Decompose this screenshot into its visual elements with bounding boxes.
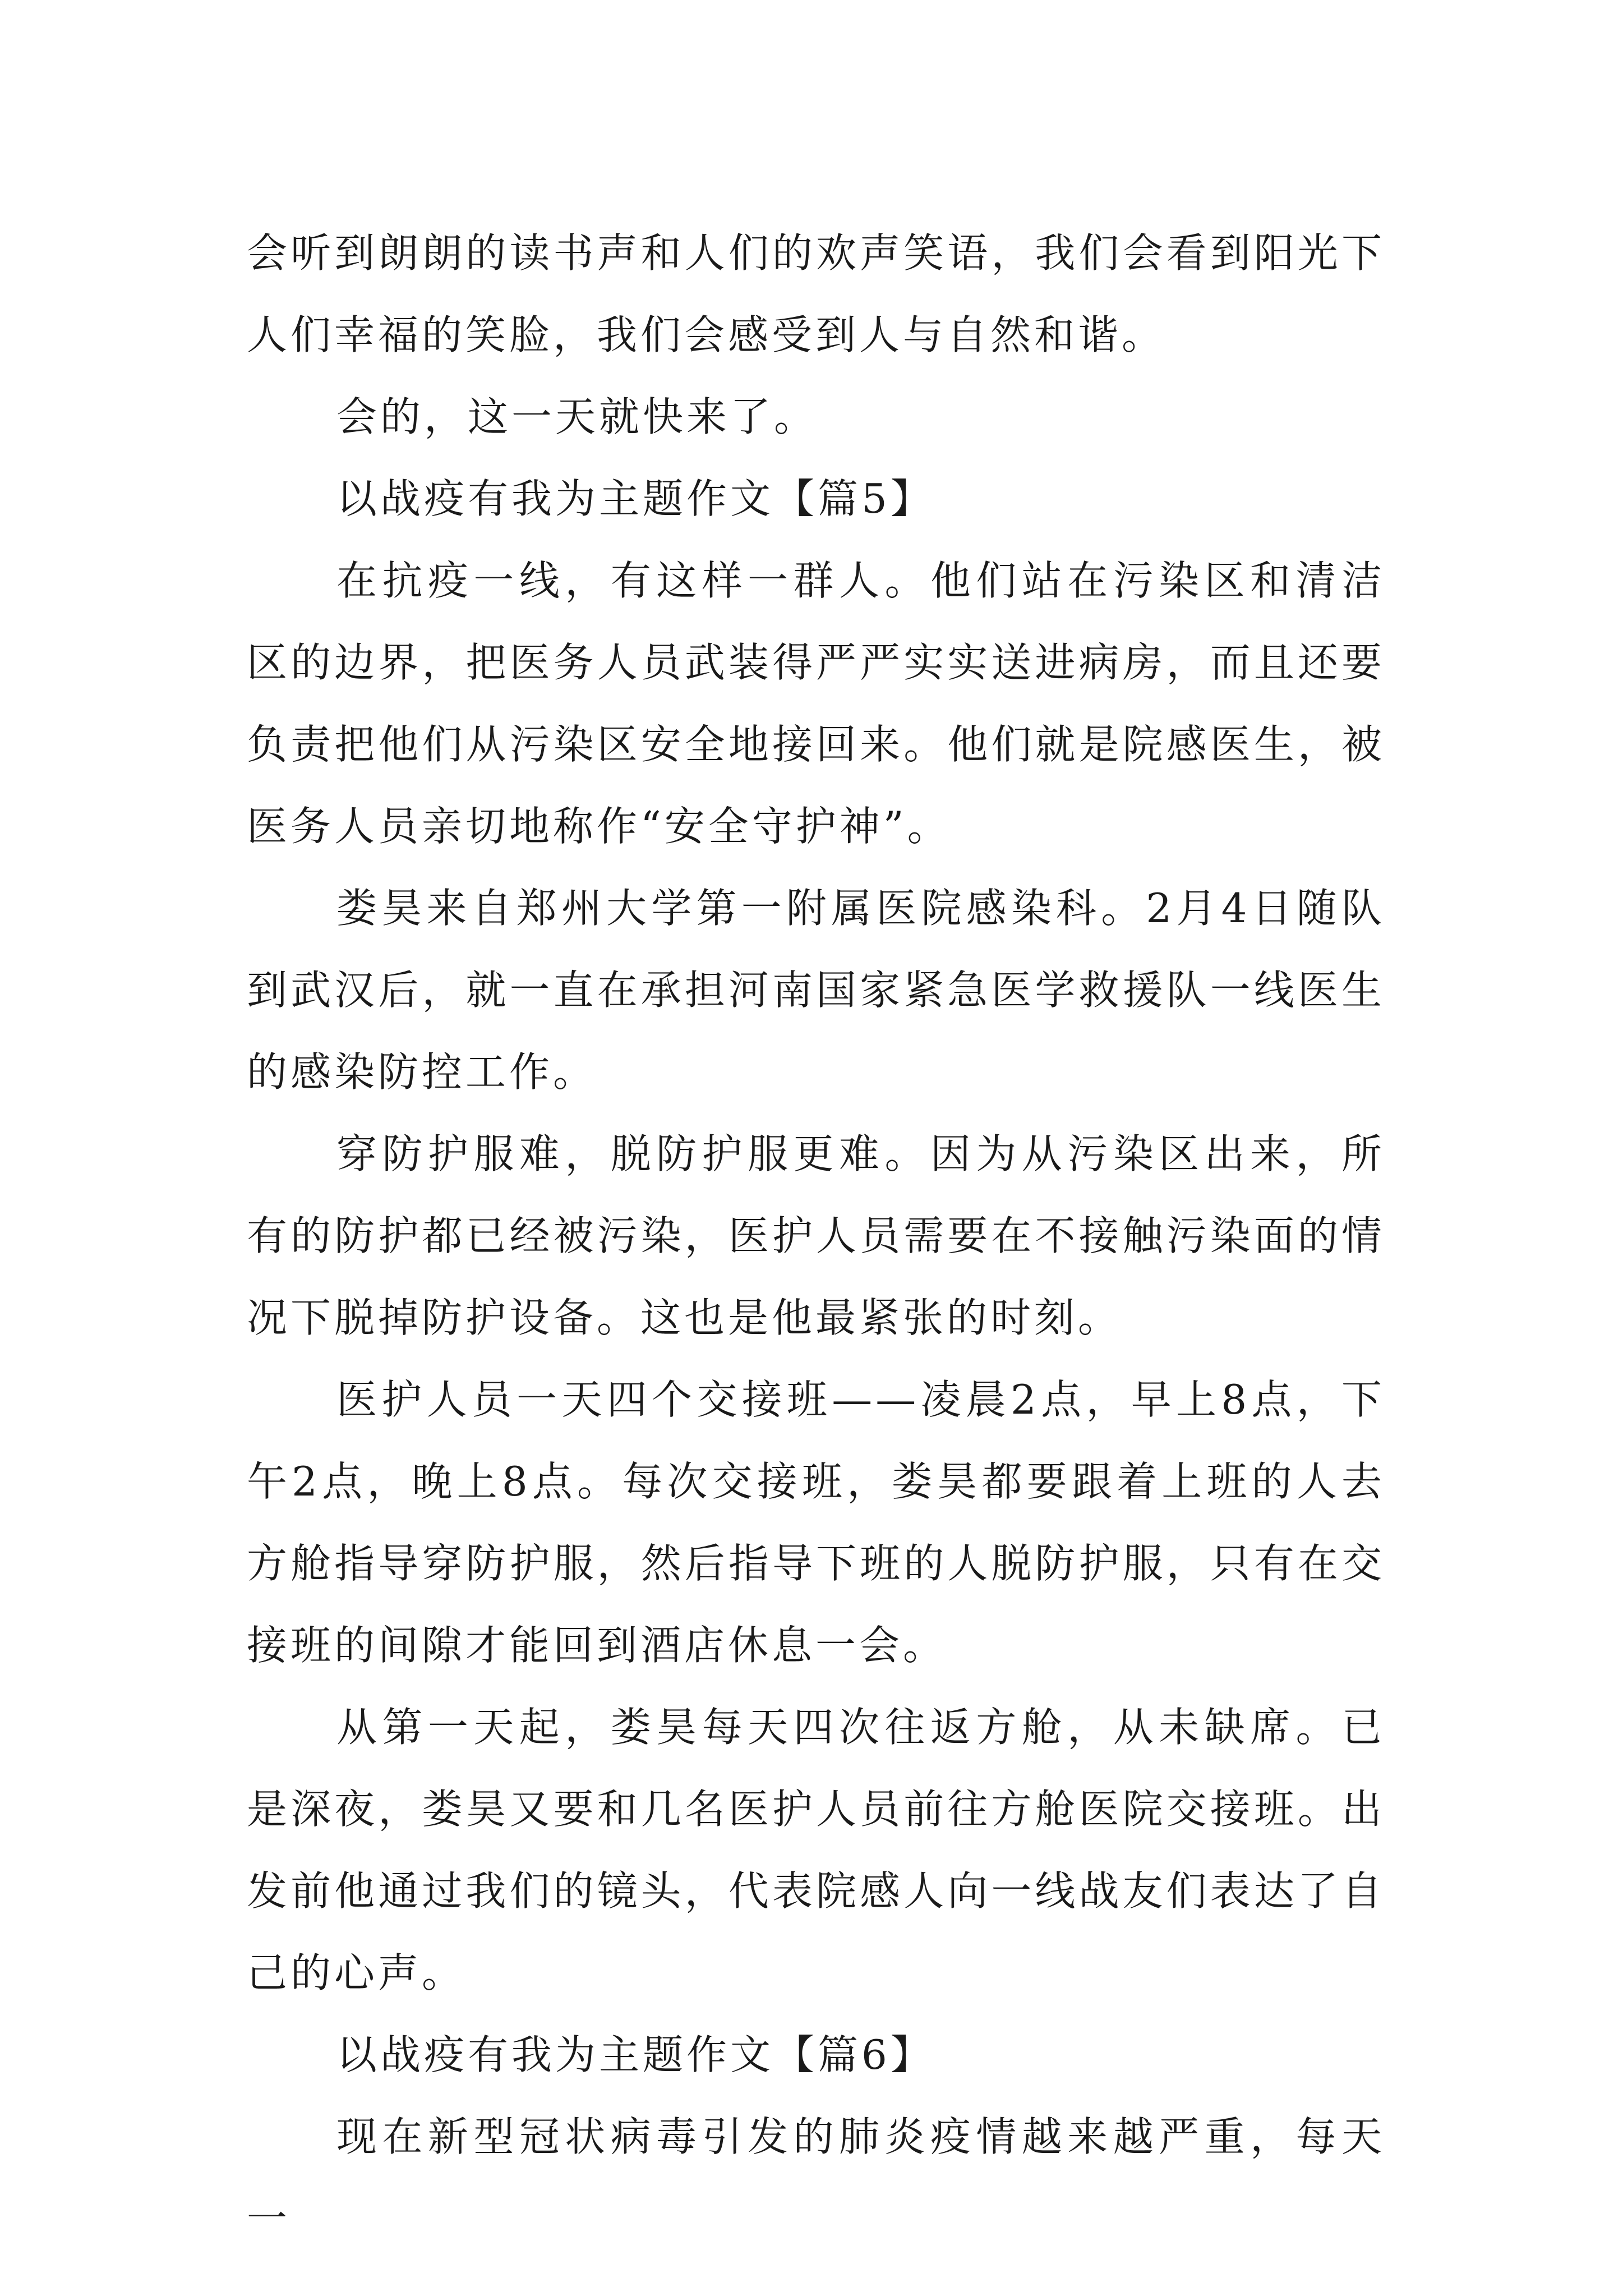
paragraph: 穿防护服难，脱防护服更难。因为从污染区出来，所有的防护都已经被污染，医护人员需要在不接触污染面的情况下脱掉防护设备。这也是他最紧张的时刻。 [247, 1130, 1385, 1341]
section-heading: 以战疫有我为主题作文【篇6】 [336, 2031, 934, 2078]
paragraph: 在抗疫一线，有这样一群人。他们站在污染区和清洁区的边界，把医务人员武装得严严实实送进病房，而且还要负责把他们从污染区安全地接回来。他们就是院感医生，被医务人员亲切地称作“安全守护神”。 [247, 557, 1385, 850]
paragraph: 医护人员一天四个交接班——凌晨2点，早上8点，下午2点，晚上8点。每次交接班，娄昊都要跟着上班的人去方舱指导穿防护服，然后指导下班的人脱防护服，只有在交接班的间隙才能回到酒店休息一会。 [247, 1376, 1385, 1669]
paragraph: 会听到朗朗的读书声和人们的欢声笑语，我们会看到阳光下人们幸福的笑脸，我们会感受到人与自然和谐。 [247, 229, 1385, 358]
paragraph: 从第一天起，娄昊每天四次往返方舱，从未缺席。已是深夜，娄昊又要和几名医护人员前往方舱医院交接班。出发前他通过我们的镜头，代表院感人向一线战友们表达了自己的心声。 [247, 1704, 1385, 1996]
paragraph: 现在新型冠状病毒引发的肺炎疫情越来越严重，每天一 [247, 2113, 1385, 2242]
paragraph: 会的，这一天就快来了。 [336, 393, 818, 440]
section-heading: 以战疫有我为主题作文【篇5】 [336, 475, 934, 522]
document-body [247, 212, 1385, 2260]
paragraph: 娄昊来自郑州大学第一附属医院感染科。2月4日随队到武汉后，就一直在承担河南国家紧急医学救援队一线医生的感染防控工作。 [247, 885, 1385, 1096]
